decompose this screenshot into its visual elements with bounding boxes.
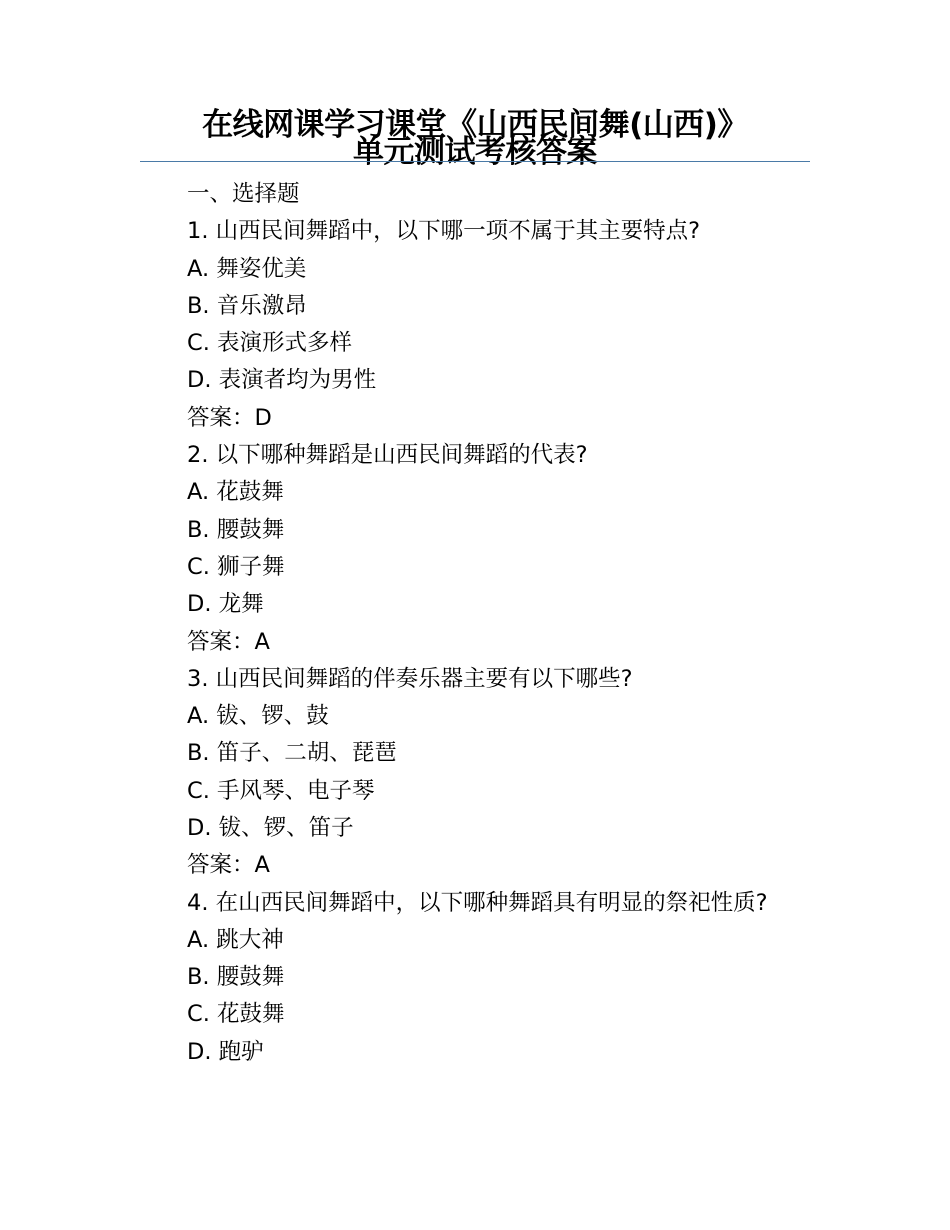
question-3-answer: 答案：A [187, 852, 270, 879]
title-divider [140, 161, 810, 162]
question-1-text: 1. 山西民间舞蹈中，以下哪一项不属于其主要特点? [187, 218, 701, 245]
question-3-option-a: A. 钹、锣、鼓 [187, 703, 329, 730]
question-1-option-d: D. 表演者均为男性 [187, 367, 377, 394]
question-2-answer: 答案：A [187, 628, 270, 655]
question-1-option-b: B. 音乐激昂 [187, 292, 307, 319]
question-2-option-b: B. 腰鼓舞 [187, 516, 285, 543]
question-3-option-d: D. 钹、锣、笛子 [187, 815, 354, 842]
question-2-text: 2. 以下哪种舞蹈是山西民间舞蹈的代表? [187, 442, 588, 469]
question-4-option-d: D. 跑驴 [187, 1038, 264, 1065]
question-2-option-a: A. 花鼓舞 [187, 479, 284, 506]
question-4-option-a: A. 跳大神 [187, 926, 284, 953]
title-line-2: 单元测试考核答案 [353, 134, 597, 170]
question-3-text: 3. 山西民间舞蹈的伴奏乐器主要有以下哪些? [187, 665, 633, 692]
question-3-option-c: C. 手风琴、电子琴 [187, 777, 375, 804]
question-1-answer: 答案：D [187, 404, 272, 431]
question-1-option-a: A. 舞姿优美 [187, 255, 307, 282]
question-1-option-c: C. 表演形式多样 [187, 330, 353, 357]
title-line-1: 在线网课学习课堂《山西民间舞(山西)》 [202, 107, 748, 143]
question-2-option-d: D. 龙舞 [187, 591, 264, 618]
document-body [140, 176, 810, 1071]
section-heading: 一、选择题 [187, 181, 300, 207]
question-2-option-c: C. 狮子舞 [187, 553, 285, 580]
question-4-option-b: B. 腰鼓舞 [187, 963, 285, 990]
question-4-option-c: C. 花鼓舞 [187, 1001, 285, 1028]
question-3-option-b: B. 笛子、二胡、琵琶 [187, 740, 397, 767]
question-4-text: 4. 在山西民间舞蹈中，以下哪种舞蹈具有明显的祭祀性质? [187, 889, 768, 916]
